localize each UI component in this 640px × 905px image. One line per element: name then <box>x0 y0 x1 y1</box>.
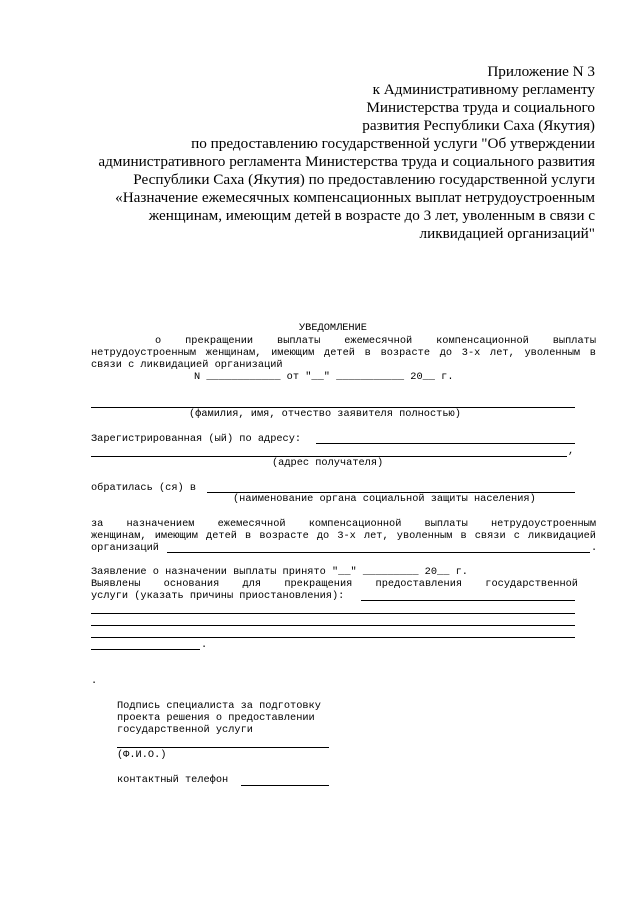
reason-field-line[interactable] <box>91 637 575 638</box>
appendix-number: Приложение N 3 <box>487 63 595 80</box>
fio-short-caption: (Ф.И.О.) <box>117 749 167 761</box>
document-subtitle: связи с ликвидацией организаций <box>91 359 283 371</box>
header-line: «Назначение ежемесячных компенсационных выплат нетрудоустроенным <box>115 189 595 206</box>
address-caption: (адрес получателя) <box>272 457 384 469</box>
grounds-text: услуги (указать причины приостановления): <box>91 590 345 602</box>
reason-field-line[interactable] <box>91 649 200 650</box>
header-line: женщинам, имеющим детей в возрасте до 3 лет, уволенным в связи с <box>148 207 595 224</box>
applied-label: обратилась (ся) в <box>91 482 197 494</box>
header-line: к Административному регламенту <box>372 81 595 98</box>
reason-field-line[interactable] <box>91 625 575 626</box>
period: . <box>591 542 598 554</box>
header-line: развития Республики Саха (Якутия) <box>362 117 595 134</box>
purpose-text: женщинам, имеющим детей в возрасте до 3-х лет, уволенным в связи с ликвидацией <box>91 530 596 542</box>
phone-field-line[interactable] <box>241 785 329 786</box>
grounds-text: Выявлены основания для прекращения предоставления государственной <box>91 578 578 590</box>
address-field-line[interactable] <box>316 443 575 444</box>
signature-label: Подпись специалиста за подготовку <box>117 700 321 712</box>
fio-caption: (фамилия, имя, отчество заявителя полностью) <box>189 408 461 420</box>
reason-field-line[interactable] <box>361 600 575 601</box>
header-line: административного регламента Министерства труда и социального развития <box>98 153 595 170</box>
header-line: Министерства труда и социального <box>366 99 595 116</box>
header-line: по предоставлению государственной услуги "Об утверждении <box>191 135 595 152</box>
header-line: ликвидацией организаций" <box>419 225 595 242</box>
purpose-text: за назначением ежемесячной компенсационной выплаты нетрудоустроенным <box>91 518 596 530</box>
decision-date-line: Заявление о назначении выплаты принято "__" _________ 20__ г. <box>91 566 468 578</box>
purpose-field-line[interactable] <box>167 552 590 553</box>
period: . <box>201 639 208 651</box>
purpose-label: организаций <box>91 542 159 554</box>
phone-label: контактный телефон <box>117 774 229 786</box>
comma: , <box>568 445 575 457</box>
organ-caption: (наименование органа социальной защиты населения) <box>233 493 536 505</box>
registered-label: Зарегистрированная (ый) по адресу: <box>91 433 302 445</box>
dot-marker: . <box>91 675 98 687</box>
specialist-name-line[interactable] <box>117 747 329 748</box>
signature-label: проекта решения о предоставлении <box>117 712 315 724</box>
document-subtitle: нетрудоустроенным женщинам, имеющим детей в возрасте до 3-х лет, уволенным в <box>91 347 596 359</box>
document-title: УВЕДОМЛЕНИЕ <box>299 322 367 334</box>
number-date-line: N ____________ от "__" ___________ 20__ г. <box>194 371 454 383</box>
signature-label: государственной услуги <box>117 724 253 736</box>
header-line: Республики Саха (Якутия) по предоставлению государственной услуги <box>133 171 595 188</box>
reason-field-line[interactable] <box>91 613 575 614</box>
document-subtitle: о прекращении выплаты ежемесячной компенсационной выплаты <box>155 335 596 347</box>
